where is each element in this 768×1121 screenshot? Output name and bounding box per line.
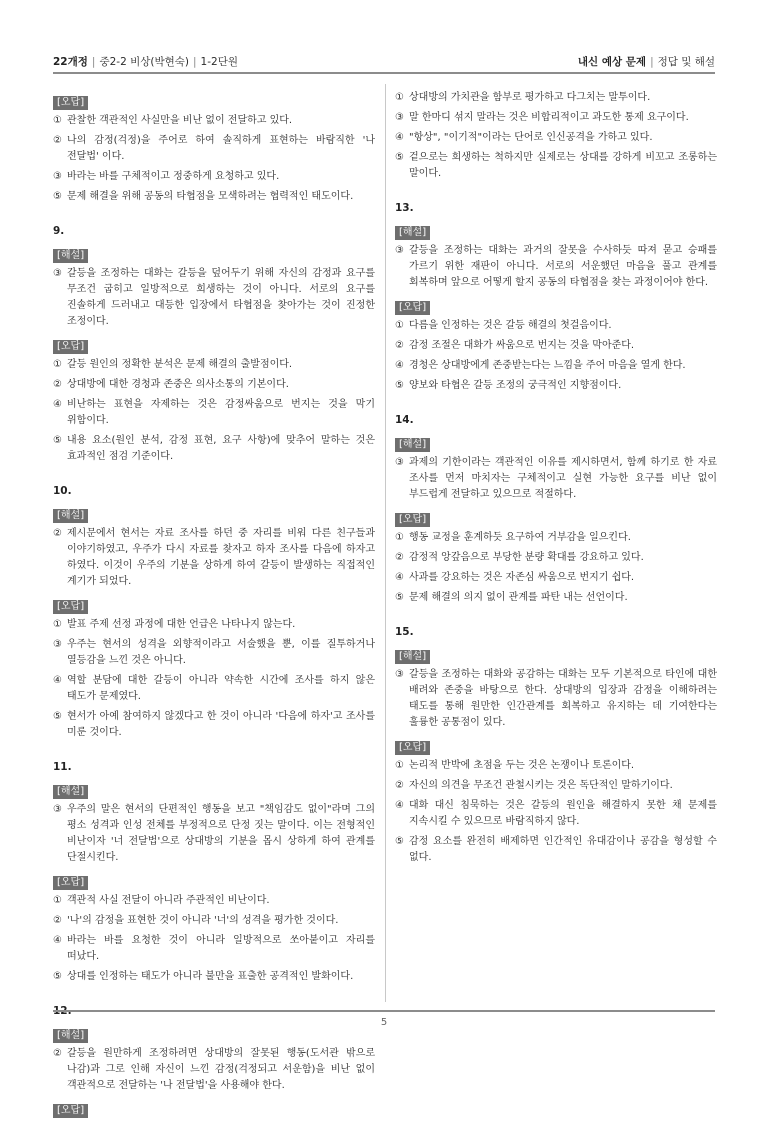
item-text: 비난하는 표현을 자제하는 것은 감정싸움으로 번지는 것을 막기 위함이다. [67, 399, 375, 426]
header-rule [53, 72, 715, 74]
item-text: 갈등을 조정하는 대화는 과거의 잘못을 수사하듯 따져 묻고 승패를 가르기 위한 재판이 아니다. 서로의 서운했던 마음을 풀고 관계를 회복하며 앞으로 어떻게 할지 공동의 타협점을 찾는 과정이어야 한다. [409, 245, 717, 288]
answer-item [395, 550, 717, 566]
answer-item [53, 169, 375, 185]
answer-item [395, 130, 717, 146]
wrong-label: [오답] [53, 340, 88, 354]
answer-item [395, 798, 717, 830]
wrong-label: [오답] [395, 301, 430, 315]
question-number: 11. [53, 761, 72, 773]
item-text: 내용 요소(원인 분석, 감정 표현, 요구 사항)에 맞추어 말하는 것은 효과적인 점검 기준이다. [67, 435, 375, 462]
item-text: 상대방에 대한 경청과 존중은 의사소통의 기본이다. [67, 379, 289, 390]
item-number: ⑤ [53, 711, 62, 722]
item-text: 발표 주제 선정 과정에 대한 언급은 나타나지 않는다. [67, 619, 296, 630]
column-divider [385, 84, 386, 1002]
item-text: 나의 감정(걱정)을 주어로 하여 솔직하게 표현하는 바람직한 '나 전달법' 이다. [67, 135, 375, 162]
header-left: 22개정 | 중2-2 비상(박현숙) | 1-2단원 [53, 55, 238, 68]
item-number: ⑤ [395, 592, 404, 603]
item-text: 감정 요소를 완전히 배제하면 인간적인 유대감이나 공감을 형성할 수 없다. [409, 836, 717, 863]
item-text: 자신의 의견을 무조건 관철시키는 것은 독단적인 말하기이다. [409, 780, 673, 791]
item-number: ① [53, 619, 62, 630]
explain-label: [해설] [53, 249, 88, 263]
answer-item [395, 530, 717, 546]
item-number: ① [53, 359, 62, 370]
explain-list [395, 243, 717, 291]
wrong-list [395, 318, 717, 394]
item-text: 상대방의 가치관을 함부로 평가하고 다그치는 말투이다. [409, 92, 651, 103]
answer-item [53, 133, 375, 165]
item-text: 다름을 인정하는 것은 갈등 해결의 첫걸음이다. [409, 320, 612, 331]
item-number: ⑤ [53, 971, 62, 982]
item-number: ① [53, 115, 62, 126]
item-number: ① [53, 895, 62, 906]
item-number: ① [395, 92, 404, 103]
explain-list [395, 667, 717, 731]
item-number: ③ [395, 112, 404, 123]
right-column [395, 90, 717, 870]
item-number: ④ [53, 935, 62, 946]
left-column [53, 90, 375, 1121]
answer-item [395, 378, 717, 394]
item-number: ③ [53, 171, 62, 182]
answer-item [53, 617, 375, 633]
answer-item [395, 110, 717, 126]
wrong-label: [오답] [395, 741, 430, 755]
header-grade: 22개정 [53, 55, 88, 68]
header-unit: 1-2단원 [200, 55, 238, 68]
item-text: 양보와 타협은 갈등 조정의 궁극적인 지향점이다. [409, 380, 622, 391]
item-text: 갈등 원인의 정확한 분석은 문제 해결의 출발점이다. [67, 359, 293, 370]
item-number: ④ [395, 800, 404, 811]
item-text: 감정적 앙갚음으로 부당한 분량 확대를 강요하고 있다. [409, 552, 644, 563]
question-number: 10. [53, 485, 72, 497]
answer-item [53, 709, 375, 741]
explain-label: [해설] [395, 650, 430, 664]
item-number: ⑤ [395, 152, 404, 163]
wrong-list [53, 357, 375, 465]
wrong-label: [오답] [395, 513, 430, 527]
item-number: ② [53, 135, 62, 146]
item-text: 사과를 강요하는 것은 자존심 싸움으로 번지기 쉽다. [409, 572, 635, 583]
explain-list [53, 266, 375, 330]
right-top-wrong-list [395, 90, 717, 182]
item-text: 겉으로는 희생하는 척하지만 실제로는 상대를 강하게 비꼬고 조롱하는 말이다. [409, 152, 717, 179]
item-number: ② [53, 528, 62, 539]
item-text: 바라는 바를 요청한 것이 아니라 일방적으로 쏘아붙이고 자리를 떠났다. [67, 935, 375, 962]
item-number: ⑤ [53, 191, 62, 202]
item-text: 문제 해결의 의지 없이 관계를 파탄 내는 선언이다. [409, 592, 628, 603]
explain-label: [해설] [395, 438, 430, 452]
question-number: 13. [395, 202, 414, 214]
item-text: 말 한마디 섞지 말라는 것은 비합리적이고 과도한 통제 요구이다. [409, 112, 689, 123]
wrong-label: [오답] [53, 600, 88, 614]
answer-item [53, 913, 375, 929]
item-text: 현서가 아예 참여하지 않겠다고 한 것이 아니라 '다음에 하자'고 조사를 미룬 것이다. [67, 711, 375, 738]
answer-item [395, 590, 717, 606]
answer-item [53, 377, 375, 393]
item-number: ③ [395, 245, 404, 256]
item-text: 객관적 사실 전달이 아니라 주관적인 비난이다. [67, 895, 270, 906]
item-text: 논리적 반박에 초점을 두는 것은 논쟁이나 토론이다. [409, 760, 635, 771]
item-number: ② [53, 379, 62, 390]
answer-item [395, 150, 717, 182]
item-number: ④ [53, 675, 62, 686]
answer-item [53, 1046, 375, 1094]
header-subject: 중2-2 비상(박현숙) [99, 55, 189, 68]
item-text: 바라는 바를 구체적이고 정중하게 요청하고 있다. [67, 171, 280, 182]
answer-item [53, 266, 375, 330]
answer-item [395, 455, 717, 503]
answer-item [53, 673, 375, 705]
question-number: 14. [395, 414, 414, 426]
explain-list [53, 802, 375, 866]
header-right: 내신 예상 문제 | 정답 및 해설 [577, 55, 715, 68]
item-number: ⑤ [53, 435, 62, 446]
question-number: 15. [395, 626, 414, 638]
answer-item [53, 113, 375, 129]
item-text: 갈등을 조정하는 대화는 갈등을 덮어두기 위해 자신의 감정과 요구를 무조건 굽히고 일방적으로 희생하는 것이 아니다. 서로의 요구를 진솔하게 드러내고 대등한 입장에서 타협점을 찾아가는 것이 진정한 조정이다. [67, 268, 375, 327]
item-text: 행동 교정을 훈계하듯 요구하여 거부감을 일으킨다. [409, 532, 631, 543]
item-text: 과제의 기한이라는 객관적인 이유를 제시하면서, 함께 하기로 한 자료 조사를 먼저 마치자는 구체적이고 실현 가능한 요구를 비난 없이 부드럽게 전달하고 있으므로 적절하다. [409, 457, 717, 500]
item-text: 문제 해결을 위해 공동의 타협점을 모색하려는 협력적인 태도이다. [67, 191, 354, 202]
item-number: ⑤ [395, 836, 404, 847]
item-number: ③ [53, 268, 62, 279]
item-number: ⑤ [395, 380, 404, 391]
answer-item [53, 433, 375, 465]
answer-item [53, 397, 375, 429]
footer-rule [53, 1010, 715, 1012]
item-number: ① [395, 532, 404, 543]
item-number: ③ [53, 804, 62, 815]
page-header [53, 52, 715, 70]
item-text: 상대를 인정하는 태도가 아니라 불만을 표출한 공격적인 발화이다. [67, 971, 354, 982]
answer-item [395, 758, 717, 774]
item-text: "항상", "이기적"이라는 단어로 인신공격을 가하고 있다. [409, 132, 653, 143]
item-text: '나'의 감정을 표현한 것이 아니라 '너'의 성격을 평가한 것이다. [67, 915, 339, 926]
item-text: 갈등을 조정하는 대화와 공감하는 대화는 모두 기본적으로 타인에 대한 배려와 존중을 바탕으로 한다. 상대방의 입장과 감정을 이해하려는 태도를 통해 원만한 인간관계를 회복하고 유지하는 데 기여한다는 훌륭한 공통점이 있다. [409, 669, 717, 728]
wrong-list [53, 893, 375, 985]
left-top-wrong-list [53, 113, 375, 205]
item-number: ③ [395, 457, 404, 468]
item-number: ① [395, 760, 404, 771]
item-number: ④ [395, 572, 404, 583]
header-title: 내신 예상 문제 [577, 55, 647, 68]
wrong-list [395, 530, 717, 606]
explain-label: [해설] [395, 226, 430, 240]
explain-label: [해설] [53, 785, 88, 799]
answer-item [395, 778, 717, 794]
explain-label: [해설] [53, 1029, 88, 1043]
answer-item [53, 526, 375, 590]
item-number: ② [395, 340, 404, 351]
answer-item [53, 893, 375, 909]
answer-item [53, 189, 375, 205]
answer-item [395, 834, 717, 866]
wrong-label: [오답] [53, 876, 88, 890]
answer-item [53, 933, 375, 965]
item-text: 관찰한 객관적인 사실만을 비난 없이 전달하고 있다. [67, 115, 293, 126]
answer-item [395, 358, 717, 374]
answer-item [395, 243, 717, 291]
wrong-label: [오답] [53, 96, 88, 110]
item-text: 우주는 현서의 성격을 외향적이라고 서술했을 뿐, 이를 질투하거나 열등감을 느낀 것은 아니다. [67, 639, 375, 666]
explain-list [395, 455, 717, 503]
item-number: ④ [395, 132, 404, 143]
answer-item [395, 338, 717, 354]
item-text: 감정 조절은 대화가 싸움으로 번지는 것을 막아준다. [409, 340, 635, 351]
item-number: ④ [53, 399, 62, 410]
item-number: ② [53, 1048, 62, 1059]
answer-item [395, 90, 717, 106]
explain-label: [해설] [53, 509, 88, 523]
item-text: 경청은 상대방에게 존중받는다는 느낌을 주어 마음을 열게 한다. [409, 360, 686, 371]
item-text: 대화 대신 침묵하는 것은 갈등의 원인을 해결하지 못한 채 문제를 지속시킬 수 있으므로 바람직하지 않다. [409, 800, 717, 827]
item-text: 제시문에서 현서는 자료 조사를 하던 중 자리를 비워 다른 친구들과 이야기하였고, 우주가 다시 자료를 찾자고 하자 조사를 다음에 하자고 하였다. 이것이 우주의 기분을 상하게 하여 갈등이 발생하는 직접적인 계기가 되었다. [67, 528, 375, 587]
explain-list [53, 526, 375, 590]
item-number: ① [395, 320, 404, 331]
wrong-list [395, 758, 717, 866]
item-number: ② [53, 915, 62, 926]
wrong-list [53, 617, 375, 741]
item-text: 우주의 말은 현서의 단편적인 행동을 보고 "책임감도 없이"라며 그의 평소 성격과 인성 전체를 부정적으로 단정 짓는 말이다. 이는 전형적인 비난이자 '너 전달법'으로 상대방의 기분을 몹시 상하게 하여 관계를 단절시킨다. [67, 804, 375, 863]
question-number: 9. [53, 225, 65, 237]
item-number: ③ [395, 669, 404, 680]
wrong-label: [오답] [53, 1104, 88, 1118]
item-number: ② [395, 552, 404, 563]
answer-item [395, 570, 717, 586]
page-number: 5 [380, 1017, 388, 1028]
item-text: 갈등을 원만하게 조정하려면 상대방의 잘못된 행동(도서관 밖으로 나감)과 그로 인해 자신이 느낀 감정(걱정되고 서운함)을 비난 없이 객관적으로 전달하는 '나 전달법'을 사용해야 한다. [67, 1048, 375, 1091]
item-number: ④ [395, 360, 404, 371]
item-text: 역할 분담에 대한 갈등이 아니라 약속한 시간에 조사를 하지 않은 태도가 문제였다. [67, 675, 375, 702]
answer-item [395, 318, 717, 334]
answer-item [53, 802, 375, 866]
answer-item [53, 357, 375, 373]
answer-item [53, 637, 375, 669]
item-number: ② [395, 780, 404, 791]
explain-list [53, 1046, 375, 1094]
header-subtitle: 정답 및 해설 [657, 55, 715, 68]
answer-item [395, 667, 717, 731]
item-number: ③ [53, 639, 62, 650]
answer-item [53, 969, 375, 985]
